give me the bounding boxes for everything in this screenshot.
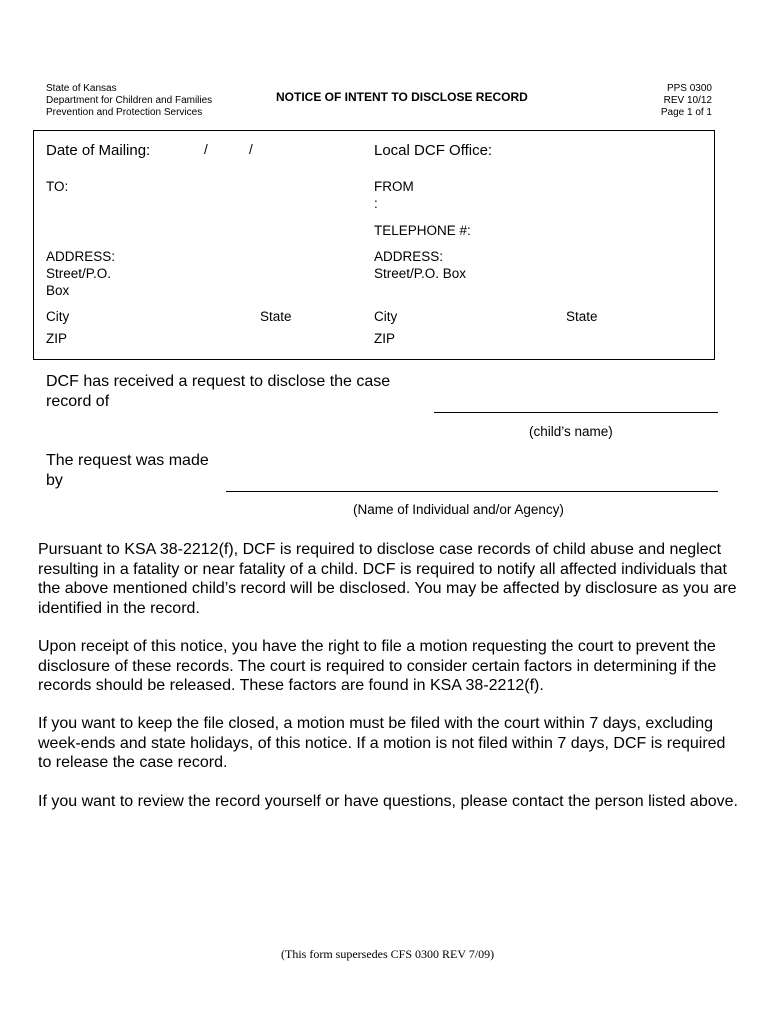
from-street-label: Street/P.O. Box bbox=[374, 266, 467, 281]
date-slash-2: / bbox=[249, 142, 253, 157]
request-received-line-1: DCF has received a request to disclose the case bbox=[46, 373, 391, 390]
from-zip-label: ZIP bbox=[374, 331, 396, 346]
request-received-text bbox=[46, 372, 390, 412]
supersedes-footer: (This form supersedes CFS 0300 REV 7/09) bbox=[281, 947, 495, 961]
to-label: TO: bbox=[46, 179, 69, 194]
from-address-block bbox=[374, 248, 466, 282]
requester-name-line bbox=[226, 491, 718, 492]
form-number: PPS 0300 bbox=[666, 83, 712, 94]
to-address-label: ADDRESS: bbox=[46, 249, 116, 264]
paragraph-contact: If you want to review the record yourself or have questions, please contact the person listed above. bbox=[38, 793, 738, 810]
paragraph-right-to-motion: Upon receipt of this notice, you have the right to file a motion requesting the court to prevent the disclosure of these records. The court is required to consider certain factors in determining if the records should be released. These factors are found in KSA 38-2212(f). bbox=[38, 638, 717, 694]
telephone-label: TELEPHONE #: bbox=[374, 223, 471, 238]
child-name-line bbox=[434, 412, 718, 413]
form-info bbox=[661, 83, 712, 119]
to-street-label: Street/P.O. bbox=[46, 266, 112, 281]
form-revision: REV 10/12 bbox=[663, 95, 712, 106]
contact-info-box bbox=[33, 130, 715, 360]
request-made-by-line-2: by bbox=[46, 472, 63, 489]
to-address-block bbox=[46, 248, 115, 299]
form-title: NOTICE OF INTENT TO DISCLOSE RECORD bbox=[276, 90, 528, 104]
child-name-caption: (child’s name) bbox=[529, 424, 613, 439]
to-box-label: Box bbox=[46, 283, 70, 298]
to-state-label: State bbox=[260, 309, 292, 324]
local-dcf-office-label: Local DCF Office: bbox=[374, 142, 493, 159]
date-slash-1: / bbox=[204, 142, 208, 157]
from-label: FROM bbox=[374, 179, 414, 194]
from-colon: : bbox=[374, 196, 378, 211]
from-city-label: City bbox=[374, 309, 398, 324]
date-of-mailing-label: Date of Mailing: bbox=[46, 142, 151, 159]
to-city-label: City bbox=[46, 309, 70, 324]
to-zip-label: ZIP bbox=[46, 331, 68, 346]
from-address-label: ADDRESS: bbox=[374, 249, 444, 264]
requester-caption: (Name of Individual and/or Agency) bbox=[353, 502, 564, 517]
agency-name bbox=[46, 83, 212, 119]
agency-line-department: Department for Children and Families bbox=[46, 95, 213, 106]
request-made-by-line-1: The request was made bbox=[46, 452, 209, 469]
from-state-label: State bbox=[566, 309, 598, 324]
request-made-by-text bbox=[46, 451, 209, 491]
agency-line-division: Prevention and Protection Services bbox=[46, 107, 203, 118]
agency-line-state: State of Kansas bbox=[46, 83, 117, 94]
paragraph-disclosure-law: Pursuant to KSA 38-2212(f), DCF is required to disclose case records of child abuse and neglect resulting in a fatality or near fatality of a child. DCF is required to notify all affected individuals that the above mentioned child’s record will be disclosed. You may be affected by disclosure as you are identified in the record. bbox=[38, 541, 737, 617]
paragraph-motion-deadline: If you want to keep the file closed, a motion must be filed with the court within 7 days, excluding week-ends and state holidays, of this notice. If a motion is not filed within 7 days, DCF is required to release the case record. bbox=[38, 715, 726, 771]
page-number: Page 1 of 1 bbox=[660, 107, 712, 118]
request-received-line-2: record of bbox=[46, 393, 110, 410]
